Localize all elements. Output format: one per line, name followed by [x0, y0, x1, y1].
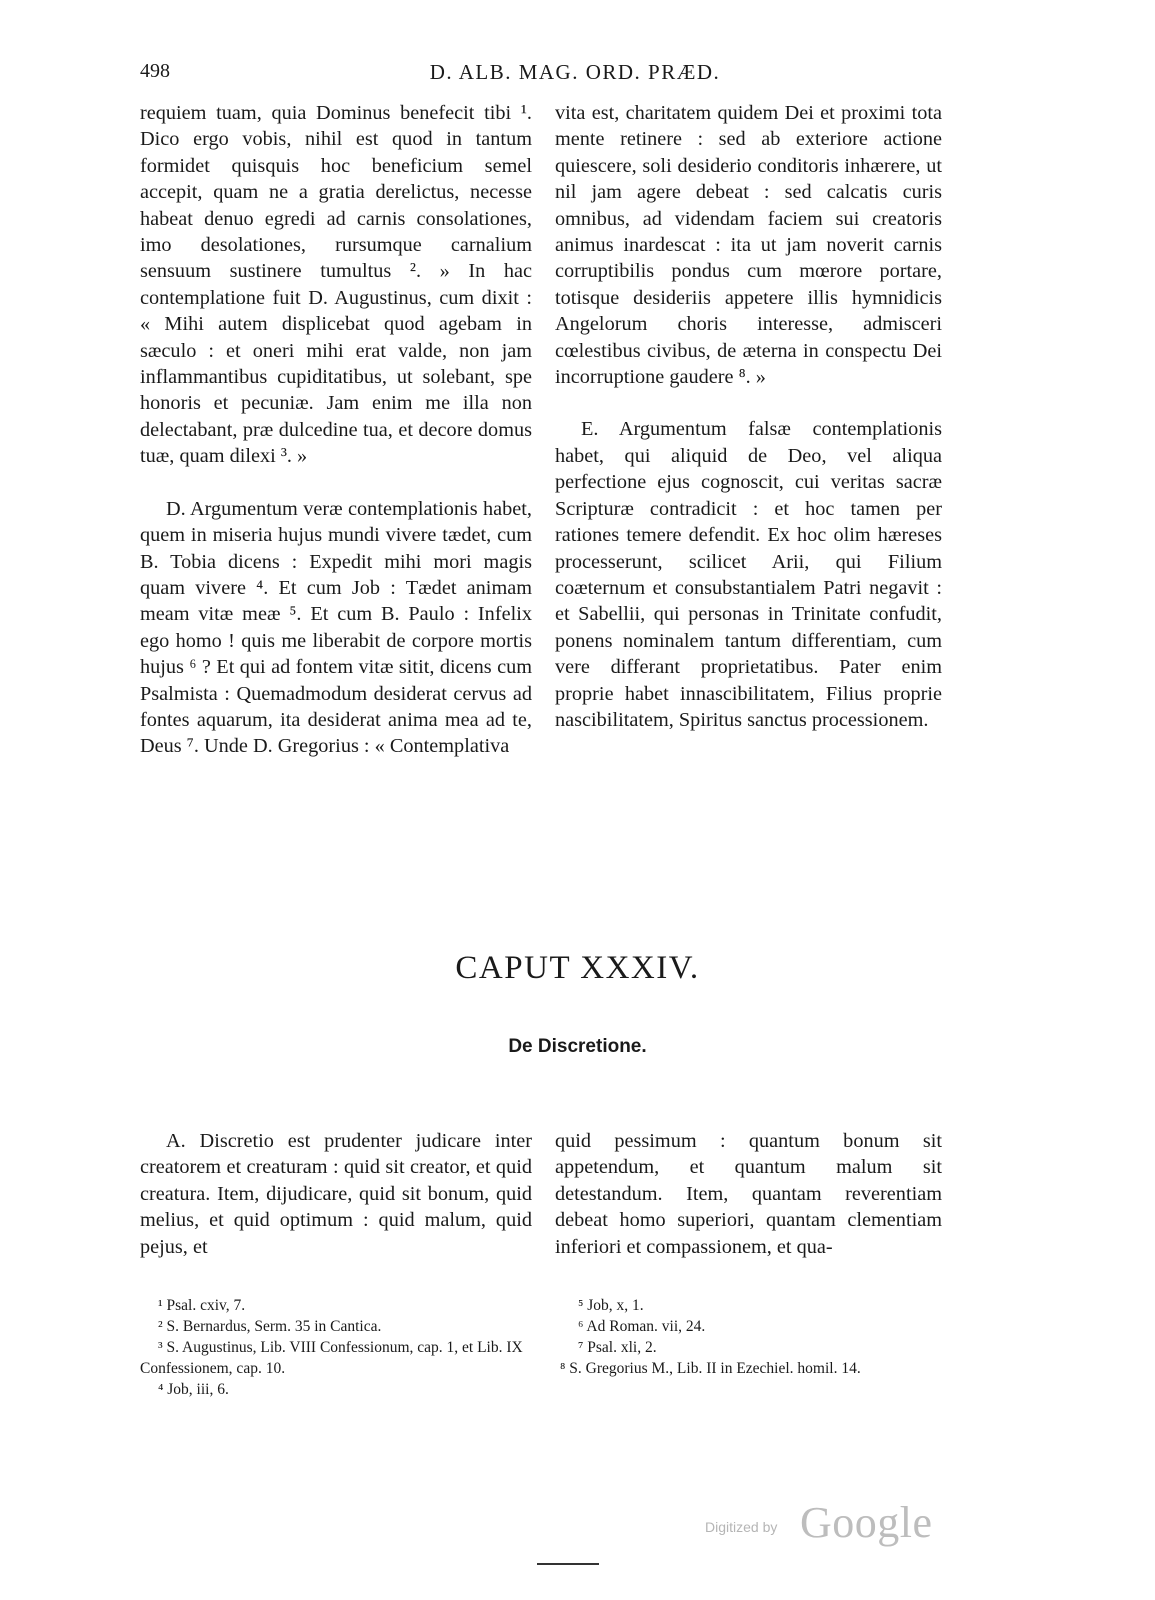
page-number: 498 — [140, 60, 170, 82]
footnotes-right — [560, 1295, 940, 1379]
footnote-6: ⁶ Ad Roman. vii, 24. — [578, 1318, 706, 1335]
watermark-prefix: Digitized by — [705, 1519, 778, 1535]
footnote-7: ⁷ Psal. xli, 2. — [578, 1339, 657, 1356]
chapter-title: CAPUT XXXIV. — [455, 950, 700, 986]
paragraph-d: D. Argumentum veræ contemplationis habet, quem in miseria hujus mundi vivere tædet, cum B. Tobia dicens : Expedit mihi mori magis quam vivere ⁴. Et cum Job : Tædet animam meam vitæ meæ ⁵. Et cum B. Paulo : Infelix ego homo ! quis me liberabit de corpore mortis hujus ⁶ ? Et qui ad fontem vitæ sitit, dicens cum Psalmista : Quemadmodum desiderat cervus ad fontes aquarum, ita desiderat anima mea ad te, Deus ⁷. Unde D. Gregorius : « Contemplativa — [140, 497, 532, 758]
paragraph-a: A. Discretio est prudenter judicare inter creatorem et creaturam : quid sit creator, et quid creatura. Item, dijudicare, quid sit bonum, quid melius, et quid optimum : quid malum, quid pejus, et — [140, 1130, 532, 1258]
paragraph-e: E. Argumentum falsæ contemplationis habet, qui aliquid de Deo, vel aliqua perfectione ejus cognoscit, cui veritas sacræ Scripturæ contradicit : et hoc tamen per rationes temere defendit. Ex hoc olim hæreses processerunt, scilicet Arii, qui Filium coæternum et consubstantialem Patri negavit : et Sabellii, qui personas in Trinitate confudit, ponens nominalem tantum differentiam, cum vere differant proprietatibus. Pater enim proprie habet innascibilitatem, Filius proprie nascibilitatem, Spiritus sanctus processionem. — [555, 418, 942, 731]
running-title: D. ALB. MAG. ORD. PRÆD. — [429, 60, 721, 84]
chapter-subtitle: De Discretione. — [508, 1036, 647, 1057]
footnote-8: ⁸ S. Gregorius M., Lib. II in Ezechiel. homil. 14. — [560, 1360, 861, 1377]
footnote-1: ¹ Psal. cxiv, 7. — [158, 1297, 246, 1314]
top-right-column — [555, 100, 942, 733]
footnote-5: ⁵ Job, x, 1. — [578, 1297, 644, 1314]
digitized-watermark — [705, 1497, 945, 1547]
bottom-left-column — [140, 1128, 532, 1260]
paragraph-c-continuation: requiem tuam, quia Dominus benefecit tibi ¹. Dico ergo vobis, nihil est quod in tantum formidet quisquis hoc beneficium semel accepit, quam ne a gratia derelictus, necesse habeat denuo egredi ad carnis consolationes, imo desolationes, rursumque carnalium sensuum sustinere tumultus ². » In hac contemplatione fuit D. Augustinus, cum dixit : « Mihi autem displicebat quod agebam in sæculo : et oneri mihi erat valde, non jam inflammantibus cupiditatibus, ut solebant, spe honoris et pecuniæ. Jam enim me illa non delectabant, præ dulcedine tua, et decore domus tuæ, quam dilexi ³. » — [140, 102, 532, 468]
bottom-right-column — [555, 1128, 942, 1260]
footnote-3: ³ S. Augustinus, Lib. VIII Confessionum, cap. 1, et Lib. IX Confessionem, cap. 10. — [140, 1339, 523, 1377]
footnotes-left — [140, 1295, 532, 1400]
page-header — [140, 60, 940, 90]
paragraph-d-continuation: vita est, charitatem quidem Dei et proximi tota mente retinere : sed ab exteriore actione quiescere, soli desiderio conditoris inhærere, ut nil jam agere debeat : sed calcatis curis omnibus, ad videndam faciem sui creatoris animus inardescat : ita ut jam noverit carnis corruptibilis pondus cum mœrore portare, totisque desideriis appetere illis hymnidicis Angelorum choris interesse, admisceri cœlestibus civibus, de æterna in conspectu Dei incorruptione gaudere ⁸. » — [555, 102, 942, 389]
google-logo: Google — [800, 1498, 933, 1547]
footnote-2: ² S. Bernardus, Serm. 35 in Cantica. — [158, 1318, 382, 1335]
bottom-rule — [537, 1563, 599, 1565]
paragraph-a-continuation: quid pessimum : quantum bonum sit appetendum, et quantum malum sit detestandum. Item, quantam reverentiam debeat homo superiori, quantam clementiam inferiori et compassionem, et qua- — [555, 1130, 942, 1258]
top-left-column — [140, 100, 532, 760]
footnote-4: ⁴ Job, iii, 6. — [158, 1381, 229, 1398]
